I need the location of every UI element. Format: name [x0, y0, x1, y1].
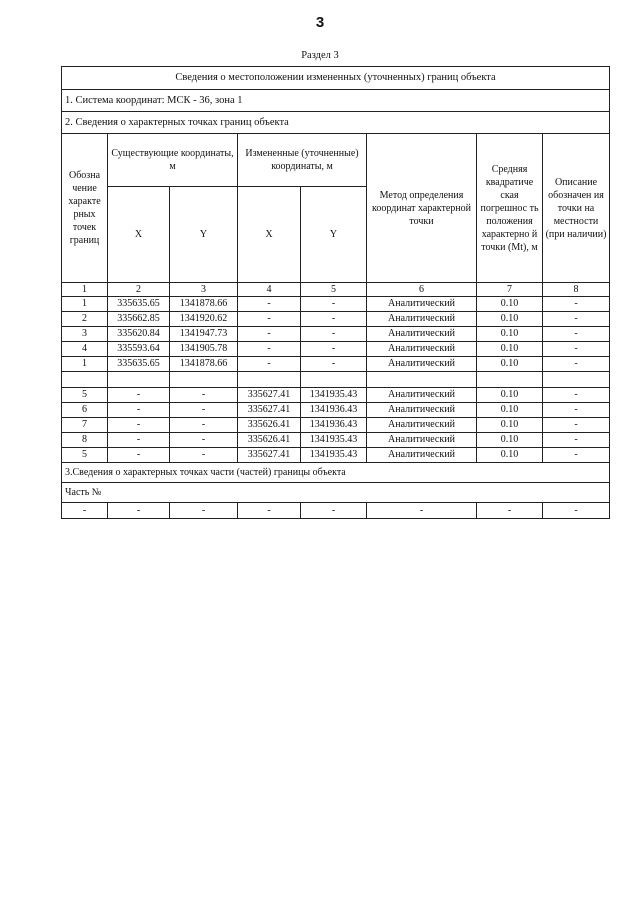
- cell-existing-x: -: [108, 418, 170, 433]
- cell-changed-x: -: [238, 312, 301, 327]
- boundary-points-table: [61, 66, 610, 519]
- part-cell-accuracy: -: [477, 503, 543, 519]
- coord-system-line: 1. Система координат: МСК - 36, зона 1: [62, 90, 610, 112]
- page-number: 3: [315, 14, 325, 31]
- cell-changed-x: 335626.41: [238, 433, 301, 448]
- cell-existing-y: -: [170, 433, 238, 448]
- cell-changed-y: -: [301, 327, 367, 342]
- part-cell-existing-x: -: [108, 503, 170, 519]
- part-cell-changed-y: -: [301, 503, 367, 519]
- cell-existing-y: 1341920.62: [170, 312, 238, 327]
- column-number-existing-y: 3: [170, 283, 238, 297]
- cell-description: -: [543, 297, 610, 312]
- cell-method: Аналитический: [367, 342, 477, 357]
- cell-description: -: [543, 327, 610, 342]
- cell-accuracy: 0.10: [477, 342, 543, 357]
- table-row: [62, 357, 610, 372]
- header-existing-coords: Существующие координаты, м: [108, 134, 238, 187]
- header-method: Метод определения координат характерной точки: [367, 134, 477, 283]
- cell-changed-y: 1341935.43: [301, 433, 367, 448]
- cell-description: -: [543, 403, 610, 418]
- header-designation: Обозна чение характе рных точек границ: [62, 134, 108, 283]
- cell-accuracy: 0.10: [477, 418, 543, 433]
- column-numbers-row: [62, 283, 610, 297]
- cell-changed-x: -: [238, 327, 301, 342]
- cell-existing-x: -: [108, 448, 170, 463]
- cell-changed-x: -: [238, 342, 301, 357]
- cell-accuracy: 0.10: [477, 312, 543, 327]
- column-number-changed-y: 5: [301, 283, 367, 297]
- header-changed-coords: Измененные (уточненные) координаты, м: [238, 134, 367, 187]
- cell-point-id: 4: [62, 342, 108, 357]
- cell-point-id: 1: [62, 357, 108, 372]
- blank-separator-row: [62, 372, 610, 388]
- cell-existing-x: 335620.84: [108, 327, 170, 342]
- cell-point-id: 5: [62, 388, 108, 403]
- cell-changed-x: 335627.41: [238, 448, 301, 463]
- table-row: [62, 418, 610, 433]
- column-number-accuracy: 7: [477, 283, 543, 297]
- cell-changed-y: 1341935.43: [301, 388, 367, 403]
- cell-method: Аналитический: [367, 357, 477, 372]
- cell-existing-x: 335635.65: [108, 297, 170, 312]
- column-number-point-id: 1: [62, 283, 108, 297]
- cell-existing-y: -: [170, 403, 238, 418]
- cell-accuracy: 0.10: [477, 327, 543, 342]
- cell-existing-x: 335593.64: [108, 342, 170, 357]
- table-row: [62, 448, 610, 463]
- cell-method: Аналитический: [367, 433, 477, 448]
- cell-existing-x: -: [108, 433, 170, 448]
- table-title: Сведения о местоположении измененных (уточненных) границ объекта: [62, 67, 610, 90]
- cell-existing-x: -: [108, 403, 170, 418]
- cell-changed-x: 335627.41: [238, 388, 301, 403]
- column-number-description: 8: [543, 283, 610, 297]
- column-number-existing-x: 2: [108, 283, 170, 297]
- cell-existing-y: -: [170, 388, 238, 403]
- header-description: Описание обозначен ия точки на местности (при наличии): [543, 134, 610, 283]
- cell-accuracy: 0.10: [477, 388, 543, 403]
- cell-changed-x: -: [238, 297, 301, 312]
- cell-existing-y: 1341878.66: [170, 357, 238, 372]
- cell-changed-x: -: [238, 357, 301, 372]
- cell-existing-x: 335635.65: [108, 357, 170, 372]
- cell-description: -: [543, 388, 610, 403]
- parts-heading: 3.Сведения о характерных точках части (частей) границы объекта: [62, 463, 610, 483]
- cell-changed-y: 1341936.43: [301, 403, 367, 418]
- cell-changed-y: -: [301, 357, 367, 372]
- part-cell-changed-x: -: [238, 503, 301, 519]
- cell-changed-x: 335626.41: [238, 418, 301, 433]
- cell-description: -: [543, 342, 610, 357]
- cell-method: Аналитический: [367, 418, 477, 433]
- cell-point-id: 5: [62, 448, 108, 463]
- cell-point-id: 7: [62, 418, 108, 433]
- table-row: [62, 388, 610, 403]
- cell-changed-y: -: [301, 297, 367, 312]
- cell-method: Аналитический: [367, 327, 477, 342]
- cell-changed-y: -: [301, 312, 367, 327]
- cell-existing-y: 1341947.73: [170, 327, 238, 342]
- header-existing-x: X: [108, 187, 170, 283]
- cell-method: Аналитический: [367, 403, 477, 418]
- cell-existing-y: -: [170, 418, 238, 433]
- cell-changed-y: 1341936.43: [301, 418, 367, 433]
- cell-changed-y: -: [301, 342, 367, 357]
- cell-point-id: 8: [62, 433, 108, 448]
- cell-existing-y: -: [170, 448, 238, 463]
- cell-accuracy: 0.10: [477, 448, 543, 463]
- table-row: [62, 433, 610, 448]
- section-label: Раздел 3: [301, 50, 339, 61]
- table-row: [62, 342, 610, 357]
- part-cell-description: -: [543, 503, 610, 519]
- part-number-label: Часть №: [62, 483, 610, 503]
- table-row: [62, 327, 610, 342]
- cell-description: -: [543, 357, 610, 372]
- cell-existing-x: -: [108, 388, 170, 403]
- cell-existing-x: 335662.85: [108, 312, 170, 327]
- cell-description: -: [543, 433, 610, 448]
- cell-existing-y: 1341878.66: [170, 297, 238, 312]
- cell-point-id: 6: [62, 403, 108, 418]
- cell-accuracy: 0.10: [477, 297, 543, 312]
- part-row: [62, 503, 610, 519]
- cell-method: Аналитический: [367, 448, 477, 463]
- cell-point-id: 3: [62, 327, 108, 342]
- header-accuracy: Средняя квадратиче ская погрешнос ть положения характерно й точки (Mt), м: [477, 134, 543, 283]
- cell-description: -: [543, 418, 610, 433]
- table-row: [62, 312, 610, 327]
- cell-description: -: [543, 448, 610, 463]
- part-cell-method: -: [367, 503, 477, 519]
- cell-description: -: [543, 312, 610, 327]
- cell-changed-y: 1341935.43: [301, 448, 367, 463]
- cell-changed-x: 335627.41: [238, 403, 301, 418]
- cell-point-id: 2: [62, 312, 108, 327]
- column-number-changed-x: 4: [238, 283, 301, 297]
- table-row: [62, 297, 610, 312]
- header-existing-y: Y: [170, 187, 238, 283]
- header-changed-x: X: [238, 187, 301, 283]
- table-row: [62, 403, 610, 418]
- cell-accuracy: 0.10: [477, 403, 543, 418]
- cell-accuracy: 0.10: [477, 433, 543, 448]
- cell-method: Аналитический: [367, 388, 477, 403]
- part-cell-point-id: -: [62, 503, 108, 519]
- cell-point-id: 1: [62, 297, 108, 312]
- cell-method: Аналитический: [367, 312, 477, 327]
- cell-accuracy: 0.10: [477, 357, 543, 372]
- points-heading: 2. Сведения о характерных точках границ объекта: [62, 112, 610, 134]
- header-changed-y: Y: [301, 187, 367, 283]
- cell-existing-y: 1341905.78: [170, 342, 238, 357]
- column-number-method: 6: [367, 283, 477, 297]
- cell-method: Аналитический: [367, 297, 477, 312]
- part-cell-existing-y: -: [170, 503, 238, 519]
